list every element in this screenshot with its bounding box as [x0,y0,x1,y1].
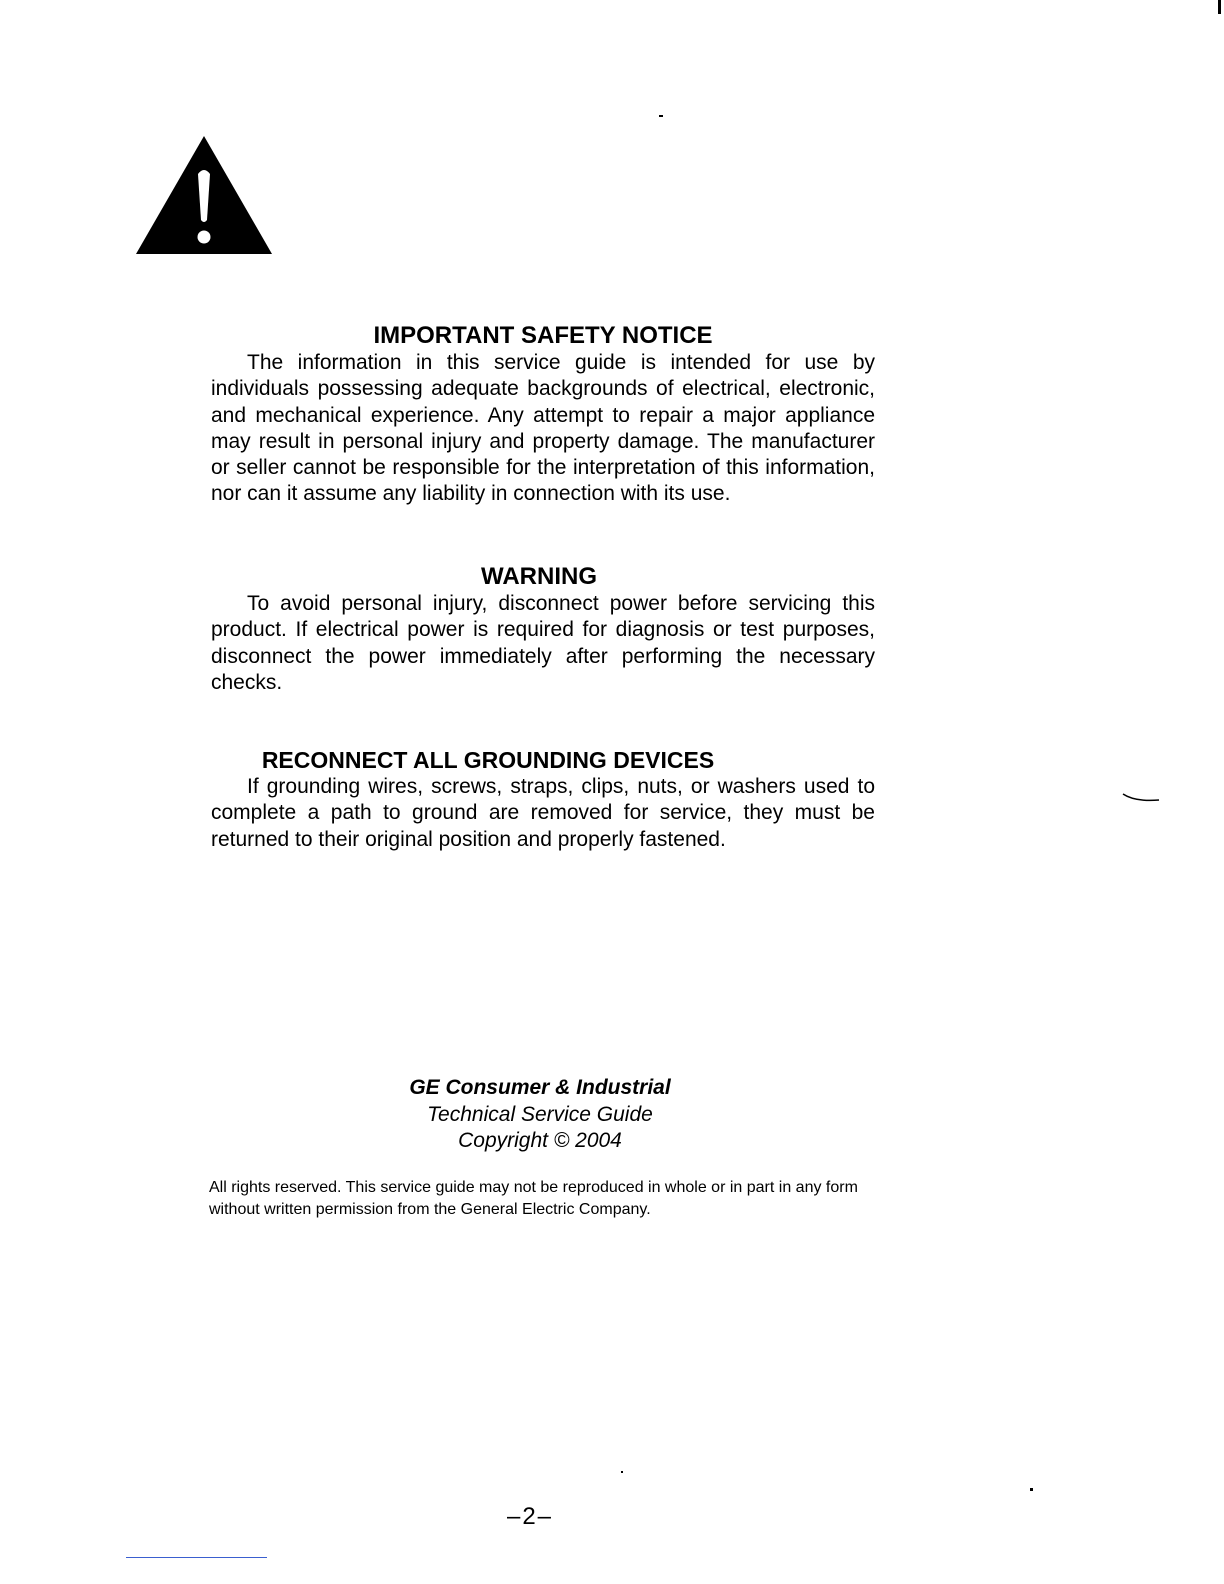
scan-speck [659,115,663,117]
grounding-heading: RECONNECT ALL GROUNDING DEVICES [261,747,715,773]
scan-speck [621,1471,623,1473]
scan-edge-mark [1218,0,1221,14]
warning-body: To avoid personal injury, disconnect power before servicing this product. If electrical power is required for diagnosis or test purposes, disconnect the power immediately after performing the necessary checks. [211,592,875,694]
scan-speck [1030,1488,1033,1491]
safety-notice-section [211,322,875,508]
copyright-line: Copyright © 2004 [458,1129,622,1152]
bottom-rule [126,1557,267,1558]
safety-notice-body: The information in this service guide is intended for use by individuals possessing adequate backgrounds of electrical, electronic, and mechanical experience. Any attempt to repair a major appliance may result in personal injury and property damage. The manufacturer or seller cannot be responsible for the interpretation of this information, nor can it assume any liability in connection with its use. [211,351,875,506]
grounding-body: If grounding wires, screws, straps, clips, nuts, or washers used to complete a path to ground are removed for service, they must be returned to their original position and properly fastened. [211,775,875,851]
publisher-block [300,1075,780,1155]
safety-notice-heading: IMPORTANT SAFETY NOTICE [373,322,713,349]
warning-section [211,563,875,696]
warning-triangle-icon [136,136,272,256]
grounding-section [211,746,875,853]
warning-heading: WARNING [481,563,597,590]
scan-mark [1121,790,1161,804]
rights-reserved-text: All rights reserved. This service guide may not be reproduced in whole or in part in any form without written permission from the General Electric Company. [209,1179,858,1218]
publisher-guide-title: Technical Service Guide [427,1102,653,1126]
page-number: –2– [506,1503,554,1530]
publisher-company: GE Consumer & Industrial [409,1076,671,1099]
